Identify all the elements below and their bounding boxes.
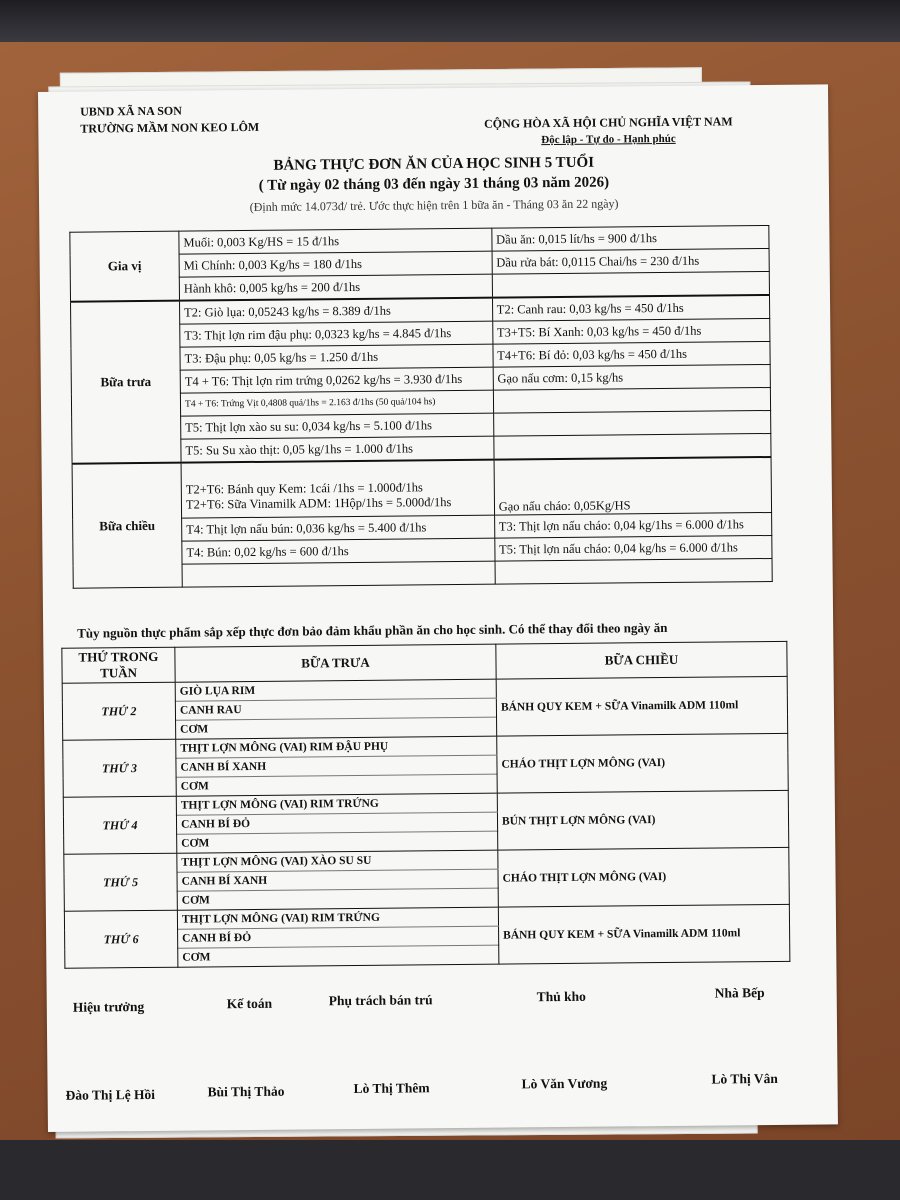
national-header bbox=[478, 113, 738, 149]
norm-line: T2+T6: Bánh quy Kem: 1cái /1hs = 1.000đ/1hs bbox=[185, 480, 423, 497]
signer-name: Lò Văn Vương bbox=[521, 1075, 608, 1092]
afternoon-dish: BÁNH QUY KEM + SỮA Vinamilk ADM 110ml bbox=[496, 676, 788, 736]
norm-cell bbox=[493, 387, 771, 413]
menu-note: Tùy nguồn thực phẩm sắp xếp thực đơn bảo đảm khẩu phần ăn cho học sinh. Có thể thay đổi theo ngày ăn bbox=[77, 619, 668, 641]
norm-cell bbox=[495, 558, 773, 584]
desk-shadow bbox=[0, 1140, 900, 1200]
norm-cell: T4: Bún: 0,02 kg/hs = 600 đ/1hs bbox=[182, 538, 495, 564]
signer-name: Lò Thị Vân bbox=[711, 1070, 778, 1087]
norm-cell: T3: Thịt lợn nấu cháo: 0,04 kg/1hs = 6.000 đ/1hs bbox=[494, 512, 772, 538]
norm-cell: Dầu rửa bát: 0,0115 Chai/hs = 230 đ/1hs bbox=[492, 248, 770, 274]
norm-cell: Muối: 0,003 Kg/HS = 15 đ/1hs bbox=[179, 228, 492, 254]
document-norm: (Định mức 14.073đ/ trẻ. Ước thực hiện trên 1 bữa ăn - Tháng 03 ăn 22 ngày) bbox=[249, 196, 619, 214]
lunch-dish: CANH BÍ XANH bbox=[177, 869, 498, 891]
lunch-dish: CANH BÍ ĐỎ bbox=[178, 926, 499, 948]
norm-cell bbox=[493, 410, 771, 436]
signature-role: Hiệu trưởng bbox=[72, 999, 145, 1015]
norm-cell: T3: Thịt lợn rim đậu phụ: 0,0323 kg/hs = 4.845 đ/1hs bbox=[180, 321, 493, 347]
lunch-dish: CƠM bbox=[178, 945, 499, 967]
norm-cell: Mì Chính: 0,003 Kg/hs = 180 đ/1hs bbox=[179, 251, 492, 277]
national-motto: Độc lập - Tự do - Hạnh phúc bbox=[541, 132, 676, 147]
weekday-cell: THỨ 3 bbox=[63, 739, 177, 797]
weekday-cell: THỨ 4 bbox=[63, 796, 177, 854]
norm-cell: T4 + T6: Trứng Vịt 0,4808 quả/1hs = 2.163 đ/1hs (50 quả/104 hs) bbox=[180, 390, 493, 416]
lunch-dish: THỊT LỢN MÔNG (VAI) XÀO SU SU bbox=[177, 850, 498, 872]
weekday-cell: THỨ 5 bbox=[64, 853, 178, 911]
column-header: BỮA CHIỀU bbox=[496, 641, 787, 679]
weekday-cell: THỨ 2 bbox=[62, 682, 176, 740]
section-label-gia-vi: Gia vị bbox=[70, 231, 180, 302]
norm-cell bbox=[492, 271, 770, 297]
issuer-block bbox=[80, 102, 259, 138]
signature-role: Thủ kho bbox=[536, 988, 586, 1005]
section-label-bua-trua: Bữa trưa bbox=[71, 301, 182, 464]
menu-document bbox=[38, 84, 838, 1132]
lunch-dish: CANH RAU bbox=[175, 698, 496, 720]
laptop-edge bbox=[0, 0, 900, 42]
afternoon-dish: BÁNH QUY KEM + SỮA Vinamilk ADM 110ml bbox=[498, 904, 790, 964]
lunch-dish: THỊT LỢN MÔNG (VAI) RIM TRỨNG bbox=[176, 793, 497, 815]
lunch-dish: CANH BÍ XANH bbox=[176, 755, 497, 777]
afternoon-dish: CHÁO THỊT LỢN MÔNG (VAI) bbox=[497, 733, 789, 793]
column-header: THỨ TRONG TUẦN bbox=[62, 647, 175, 683]
norm-cell: T3: Đậu phụ: 0,05 kg/hs = 1.250 đ/1hs bbox=[180, 344, 493, 370]
lunch-dish: GIÒ LỤA RIM bbox=[175, 679, 496, 701]
lunch-dish: THỊT LỢN MÔNG (VAI) RIM ĐẬU PHỤ bbox=[176, 736, 497, 758]
signature-role: Kế toán bbox=[226, 995, 273, 1012]
national-title: CỘNG HÒA XÃ HỘI CHỦ NGHĨA VIỆT NAM bbox=[483, 114, 733, 131]
document-period: ( Từ ngày 02 tháng 03 đến ngày 31 tháng 03 năm 2026) bbox=[258, 174, 610, 194]
norm-cell: T5: Thịt lợn xào su su: 0,034 kg/hs = 5.100 đ/1hs bbox=[181, 413, 494, 439]
lunch-dish: CƠM bbox=[177, 888, 498, 910]
afternoon-dish: BÚN THỊT LỢN MÔNG (VAI) bbox=[497, 790, 789, 850]
norm-cell: T2: Canh rau: 0,03 kg/hs = 450 đ/1hs bbox=[492, 295, 770, 321]
norm-cell: T4 + T6: Thịt lợn rim trứng 0,0262 kg/hs = 3.930 đ/1hs bbox=[180, 367, 493, 393]
norm-cell: T5: Su Su xào thịt: 0,05 kg/1hs = 1.000 đ/1hs bbox=[181, 436, 494, 463]
norm-cell: T5: Thịt lợn nấu cháo: 0,04 kg/hs = 6.000 đ/1hs bbox=[494, 535, 772, 561]
afternoon-dish: CHÁO THỊT LỢN MÔNG (VAI) bbox=[498, 847, 790, 907]
norm-line: T2+T6: Sữa Vinamilk ADM: 1Hộp/1hs = 5.000đ/1hs bbox=[185, 495, 452, 512]
norm-cell bbox=[493, 433, 771, 459]
signer-name: Lò Thị Thêm bbox=[353, 1080, 430, 1097]
norm-cell: T4+T6: Bí đỏ: 0,03 kg/hs = 450 đ/1hs bbox=[493, 341, 771, 367]
norm-cell: Hành khô: 0,005 kg/hs = 200 đ/1hs bbox=[179, 274, 492, 301]
lunch-dish: CƠM bbox=[176, 774, 497, 796]
lunch-dish: CANH BÍ ĐỎ bbox=[176, 812, 497, 834]
norm-cell bbox=[181, 460, 494, 518]
norm-cell: Dầu ăn: 0,015 lít/hs = 900 đ/1hs bbox=[491, 225, 769, 251]
weekday-cell: THỨ 6 bbox=[64, 910, 178, 968]
section-label-bua-chieu: Bữa chiều bbox=[72, 463, 182, 589]
norm-cell: T3+T5: Bí Xanh: 0,03 kg/hs = 450 đ/1hs bbox=[492, 318, 770, 344]
norm-cell bbox=[182, 561, 495, 587]
norm-cell: Gạo nấu cơm: 0,15 kg/hs bbox=[493, 364, 771, 390]
norm-cell: Gạo nấu cháo: 0,05Kg/HS bbox=[494, 457, 772, 515]
norm-cell: T4: Thịt lợn nấu bún: 0,036 kg/hs = 5.400 đ/1hs bbox=[182, 515, 495, 541]
signature-role: Nhà Bếp bbox=[714, 985, 765, 1001]
issuer-school: TRƯỜNG MẦM NON KEO LÔM bbox=[80, 119, 260, 136]
lunch-dish: THỊT LỢN MÔNG (VAI) RIM TRỨNG bbox=[177, 907, 498, 929]
signature-role: Phụ trách bán trú bbox=[328, 992, 433, 1009]
issuer-commune: UBND XÃ NA SON bbox=[80, 103, 182, 119]
table-row bbox=[72, 457, 772, 519]
signer-name: Bùi Thị Thảo bbox=[207, 1083, 285, 1100]
norm-cell: T2: Giò lụa: 0,05243 kg/hs = 8.389 đ/1hs bbox=[180, 298, 493, 325]
lunch-dish: CƠM bbox=[176, 717, 497, 739]
signer-name: Đào Thị Lệ Hồi bbox=[65, 1086, 156, 1103]
lunch-dish: CƠM bbox=[177, 831, 498, 853]
weekly-menu-table bbox=[61, 641, 790, 969]
column-header: BỮA TRƯA bbox=[175, 644, 496, 682]
document-title: BẢNG THỰC ĐƠN ĂN CỦA HỌC SINH 5 TUỔI bbox=[273, 154, 595, 174]
norms-table bbox=[69, 225, 772, 589]
